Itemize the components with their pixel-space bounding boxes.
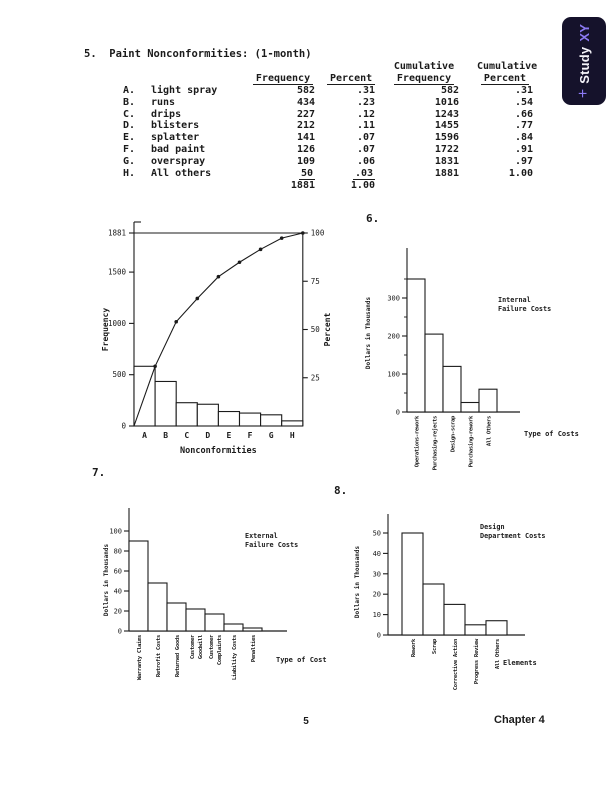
external-failure-costs-chart (98, 492, 343, 710)
category-label: Customer (209, 635, 215, 660)
pct-tick: 50 (310, 325, 320, 334)
cell-value: blisters (151, 120, 200, 132)
cell-value: 109 (296, 156, 315, 168)
chart-rect (167, 603, 186, 631)
cell-value: .06 (356, 156, 375, 168)
chart-rect (243, 628, 262, 631)
cell-value: runs (151, 96, 176, 108)
x-axis-title: Elements (503, 659, 537, 667)
chart-rect (461, 403, 479, 413)
category-label: B (163, 431, 169, 440)
cell-value: 1722 (434, 144, 459, 156)
table-row (123, 156, 555, 168)
freq-tick: 1000 (107, 318, 126, 328)
category-label: Retrofit Costs (156, 635, 162, 678)
table-row (123, 85, 555, 97)
category-label: A (142, 431, 147, 440)
cell-value: 1.00 (508, 168, 533, 180)
col-header-cumulative-frequency-top: Cumulative (393, 61, 455, 72)
col-header-cum-frequency: Frequency (394, 73, 454, 85)
internal-failure-costs-chart (352, 218, 582, 471)
category-label: Customer (190, 635, 196, 660)
category-label: G (268, 431, 274, 440)
cell-value: 1881 (434, 168, 459, 180)
chart7-number: 7. (92, 466, 106, 479)
category-label: All Others (495, 639, 501, 670)
watermark-xy-text: XY (576, 23, 592, 42)
cell-value: 1455 (434, 120, 459, 132)
chart-rect (205, 614, 224, 631)
table-header-row (123, 73, 555, 85)
cell-value: A. (123, 84, 136, 96)
cell-value: .07 (356, 144, 375, 156)
cell-value: light spray (151, 84, 218, 96)
cell-value: 50 (300, 168, 313, 180)
category-label: D (205, 431, 211, 440)
chart-rect (407, 279, 425, 412)
y-tick: 0 (117, 627, 122, 636)
studyxy-watermark[interactable] (562, 17, 606, 105)
category-label: Goodwill (198, 635, 204, 660)
col-header-percent: Percent (327, 73, 375, 85)
col-header-frequency: Frequency (253, 73, 313, 85)
category-label: Progress Review (474, 639, 480, 685)
chart-rect (423, 584, 444, 635)
x-axis-title: Type of Cost (276, 656, 327, 664)
cell-value: 1596 (434, 132, 459, 144)
chart8-number: 8. (334, 484, 348, 497)
y2-axis-title: Percent (322, 312, 332, 347)
cell-value: All others (151, 168, 212, 180)
cell-value: .77 (514, 120, 533, 132)
cell-value: splatter (151, 132, 200, 144)
category-label: Operations-rework (414, 416, 421, 468)
section-title: 5. Paint Nonconformities: (1-month) (84, 48, 312, 60)
chart-title: Department Costs (480, 532, 546, 540)
pareto-chart (72, 213, 352, 468)
cell-value: .23 (356, 96, 375, 108)
category-label: Corrective Action (453, 639, 459, 691)
total-percent: 1.00 (350, 179, 375, 191)
x-axis-title: Type of Costs (524, 430, 579, 438)
table-row (123, 97, 555, 109)
chart-rect (148, 583, 167, 631)
chart-rect (444, 604, 465, 635)
pct-tick: 25 (310, 373, 320, 383)
chart6-number: 6. (366, 212, 380, 225)
table-row (123, 109, 555, 121)
chart-title: Design (480, 523, 505, 531)
chart-rect (129, 541, 148, 631)
category-label: F (247, 431, 253, 440)
chart-rect (282, 421, 303, 426)
table-row (123, 132, 555, 144)
category-label: H (289, 431, 295, 440)
y-tick: 80 (113, 547, 122, 556)
category-label: Rework (411, 639, 417, 658)
chart-title: Internal (498, 296, 531, 304)
cell-value: .84 (514, 132, 533, 144)
category-label: Scrap (432, 639, 438, 655)
cell-value: 126 (296, 144, 315, 156)
y-tick: 50 (372, 529, 381, 538)
freq-tick: 1881 (107, 228, 126, 238)
y-tick: 0 (395, 408, 400, 417)
y-axis-title: Dollars in Thousands (365, 296, 372, 370)
y-tick: 300 (387, 294, 400, 303)
chart-rect (443, 366, 461, 412)
cell-value: 582 (440, 84, 459, 96)
chart-rect (186, 609, 205, 631)
freq-tick: 1500 (107, 267, 126, 277)
y-tick: 10 (372, 611, 381, 620)
chart-rect (486, 621, 507, 635)
cell-value: .07 (356, 132, 375, 144)
col-header-cumulative-percent-top: Cumulative (477, 61, 538, 72)
freq-tick: 500 (112, 370, 126, 380)
category-label: Design-scrap (450, 416, 457, 453)
cell-value: F. (123, 144, 136, 156)
cell-value: 212 (296, 120, 315, 132)
cell-value: .31 (514, 84, 533, 96)
y-tick: 200 (387, 332, 400, 341)
cell-value: C. (123, 108, 136, 120)
cell-value: H. (123, 168, 136, 180)
chart-rect (155, 381, 176, 426)
chart-title: Failure Costs (498, 305, 552, 313)
y-axis-title: Dollars in Thousands (354, 545, 361, 619)
chart-rect (224, 624, 243, 631)
chart-title: Failure Costs (245, 541, 299, 549)
cell-value: 582 (296, 84, 315, 96)
y-tick: 100 (109, 527, 122, 536)
y-axis-title: Frequency (101, 307, 110, 352)
cell-value: 227 (296, 108, 315, 120)
y-tick: 0 (376, 631, 381, 640)
y-tick: 20 (372, 590, 381, 599)
cell-value: .66 (514, 108, 533, 120)
y-tick: 40 (113, 587, 122, 596)
watermark-study-text: Study (576, 46, 592, 84)
cell-value: 141 (296, 132, 315, 144)
page-number: 5 (303, 716, 309, 727)
category-label: E (226, 431, 232, 440)
chart-rect (479, 389, 497, 412)
cell-value: 434 (296, 96, 315, 108)
category-label: All Others (486, 416, 493, 447)
pct-tick: 75 (310, 276, 320, 286)
freq-tick: 0 (121, 421, 126, 431)
table-total-row (123, 180, 555, 192)
chart-rect (240, 413, 261, 426)
cell-value: .11 (356, 120, 375, 132)
y-tick: 30 (372, 570, 381, 579)
category-label: Warranty Claims (137, 635, 143, 681)
cell-value: E. (123, 132, 136, 144)
cell-value: overspray (151, 156, 206, 168)
cell-value: D. (123, 120, 136, 132)
table-row (123, 120, 555, 132)
chart-rect (261, 415, 282, 426)
category-label: Purchasing-rejects (432, 416, 439, 471)
col-header-cum-percent: Percent (481, 73, 529, 85)
design-department-costs-chart (345, 502, 570, 707)
y-tick: 20 (113, 607, 122, 616)
cell-value: G. (123, 156, 136, 168)
category-label: Penalties (251, 635, 257, 663)
cell-value: .12 (356, 108, 375, 120)
cell-value: .91 (514, 144, 533, 156)
studyxy-logo (562, 17, 606, 105)
chart-rect (218, 412, 239, 426)
chart-rect (425, 334, 443, 412)
cell-value: 1243 (434, 108, 459, 120)
chart-rect (176, 403, 197, 426)
cell-value: bad paint (151, 144, 206, 156)
cell-value: drips (151, 108, 182, 120)
x-axis-title: Nonconformities (180, 446, 257, 456)
y-tick: 100 (387, 370, 400, 379)
cell-value: .97 (514, 156, 533, 168)
category-label: Purchasing-rework (468, 416, 475, 468)
cell-value: .31 (356, 84, 375, 96)
chart-rect (402, 533, 423, 635)
category-label: C (184, 431, 190, 440)
cell-value: 1016 (434, 96, 459, 108)
chart-title: External (245, 532, 278, 540)
y-tick: 60 (113, 567, 122, 576)
table-row (123, 144, 555, 156)
category-label: Returned Goods (175, 635, 181, 678)
y-axis-title: Dollars in Thousands (103, 543, 110, 617)
cell-value: B. (123, 96, 136, 108)
table-body (123, 85, 555, 180)
pct-tick: 100 (310, 228, 325, 238)
plus-icon: + (575, 88, 592, 99)
table-row (123, 168, 555, 180)
y-tick: 40 (372, 549, 381, 558)
chapter-label: Chapter 4 (494, 714, 545, 726)
category-label: Liability Costs (232, 635, 238, 681)
chart-rect (197, 404, 218, 426)
total-frequency: 1881 (290, 179, 315, 191)
cell-value: 1831 (434, 156, 459, 168)
cell-value: .54 (514, 96, 533, 108)
category-label: Complaints (217, 635, 223, 666)
nonconformities-table (123, 61, 555, 192)
cell-value: .03 (354, 168, 373, 180)
table-header-top-row (123, 61, 555, 73)
chart-rect (465, 625, 486, 635)
